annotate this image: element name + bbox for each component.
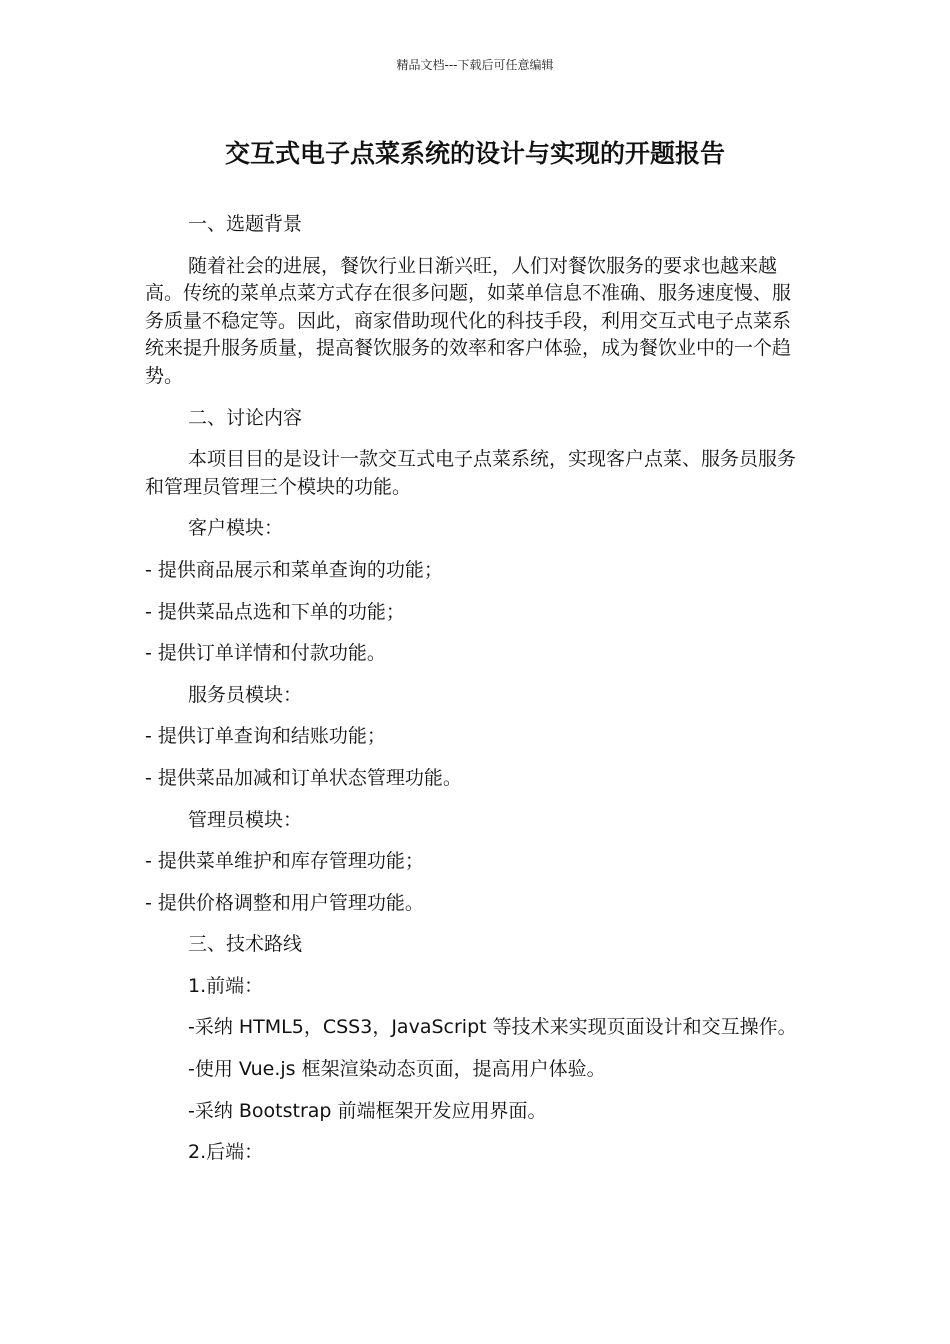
- frontend-item: -采纳 Bootstrap 前端框架开发应用界面。: [188, 1099, 547, 1122]
- list-item: - 提供商品展示和菜单查询的功能；: [145, 558, 443, 581]
- section-heading-background: 一、选题背景: [188, 213, 303, 235]
- list-item: - 提供订单详情和付款功能。: [145, 642, 386, 665]
- list-item: - 提供菜单维护和库存管理功能；: [145, 850, 424, 873]
- frontend-label: 1.前端：: [188, 974, 264, 997]
- paragraph-background: 随着社会的进展，餐饮行业日渐兴旺，人们对餐饮服务的要求也越来越高。传统的菜单点菜方式存在很多问题，如菜单信息不准确、服务速度慢、服务质量不稳定等。因此，商家借助现代化的科技手段，利用交互式电子点菜系统来提升服务质量，提高餐饮服务的效率和客户体验，成为餐饮业中的一个趋势。: [145, 254, 792, 387]
- document-body: [145, 211, 800, 1181]
- waiter-module-label: 服务员模块：: [188, 683, 303, 706]
- frontend-item: -采纳 HTML5，CSS3，JavaScript 等技术来实现页面设计和交互操作。: [188, 1016, 797, 1039]
- list-item: - 提供订单查询和结账功能；: [145, 725, 386, 748]
- list-item: - 提供菜品点选和下单的功能；: [145, 600, 405, 623]
- customer-module-label: 客户模块：: [188, 517, 284, 540]
- backend-label: 2.后端：: [188, 1141, 264, 1164]
- page-header: 精品文档---下载后可任意编辑: [396, 58, 554, 72]
- document-title: 交互式电子点菜系统的设计与实现的开题报告: [224, 139, 725, 168]
- section-heading-content: 二、讨论内容: [188, 406, 303, 429]
- list-item: - 提供价格调整和用户管理功能。: [145, 891, 424, 914]
- section-heading-tech-route: 三、技术路线: [188, 933, 303, 956]
- paragraph-content: 本项目目的是设计一款交互式电子点菜系统，实现客户点菜、服务员服务和管理员管理三个模块的功能。: [145, 448, 797, 498]
- list-item: - 提供菜品加减和订单状态管理功能。: [145, 766, 462, 789]
- frontend-item: -使用 Vue.js 框架渲染动态页面，提高用户体验。: [188, 1058, 606, 1081]
- admin-module-label: 管理员模块：: [188, 808, 303, 831]
